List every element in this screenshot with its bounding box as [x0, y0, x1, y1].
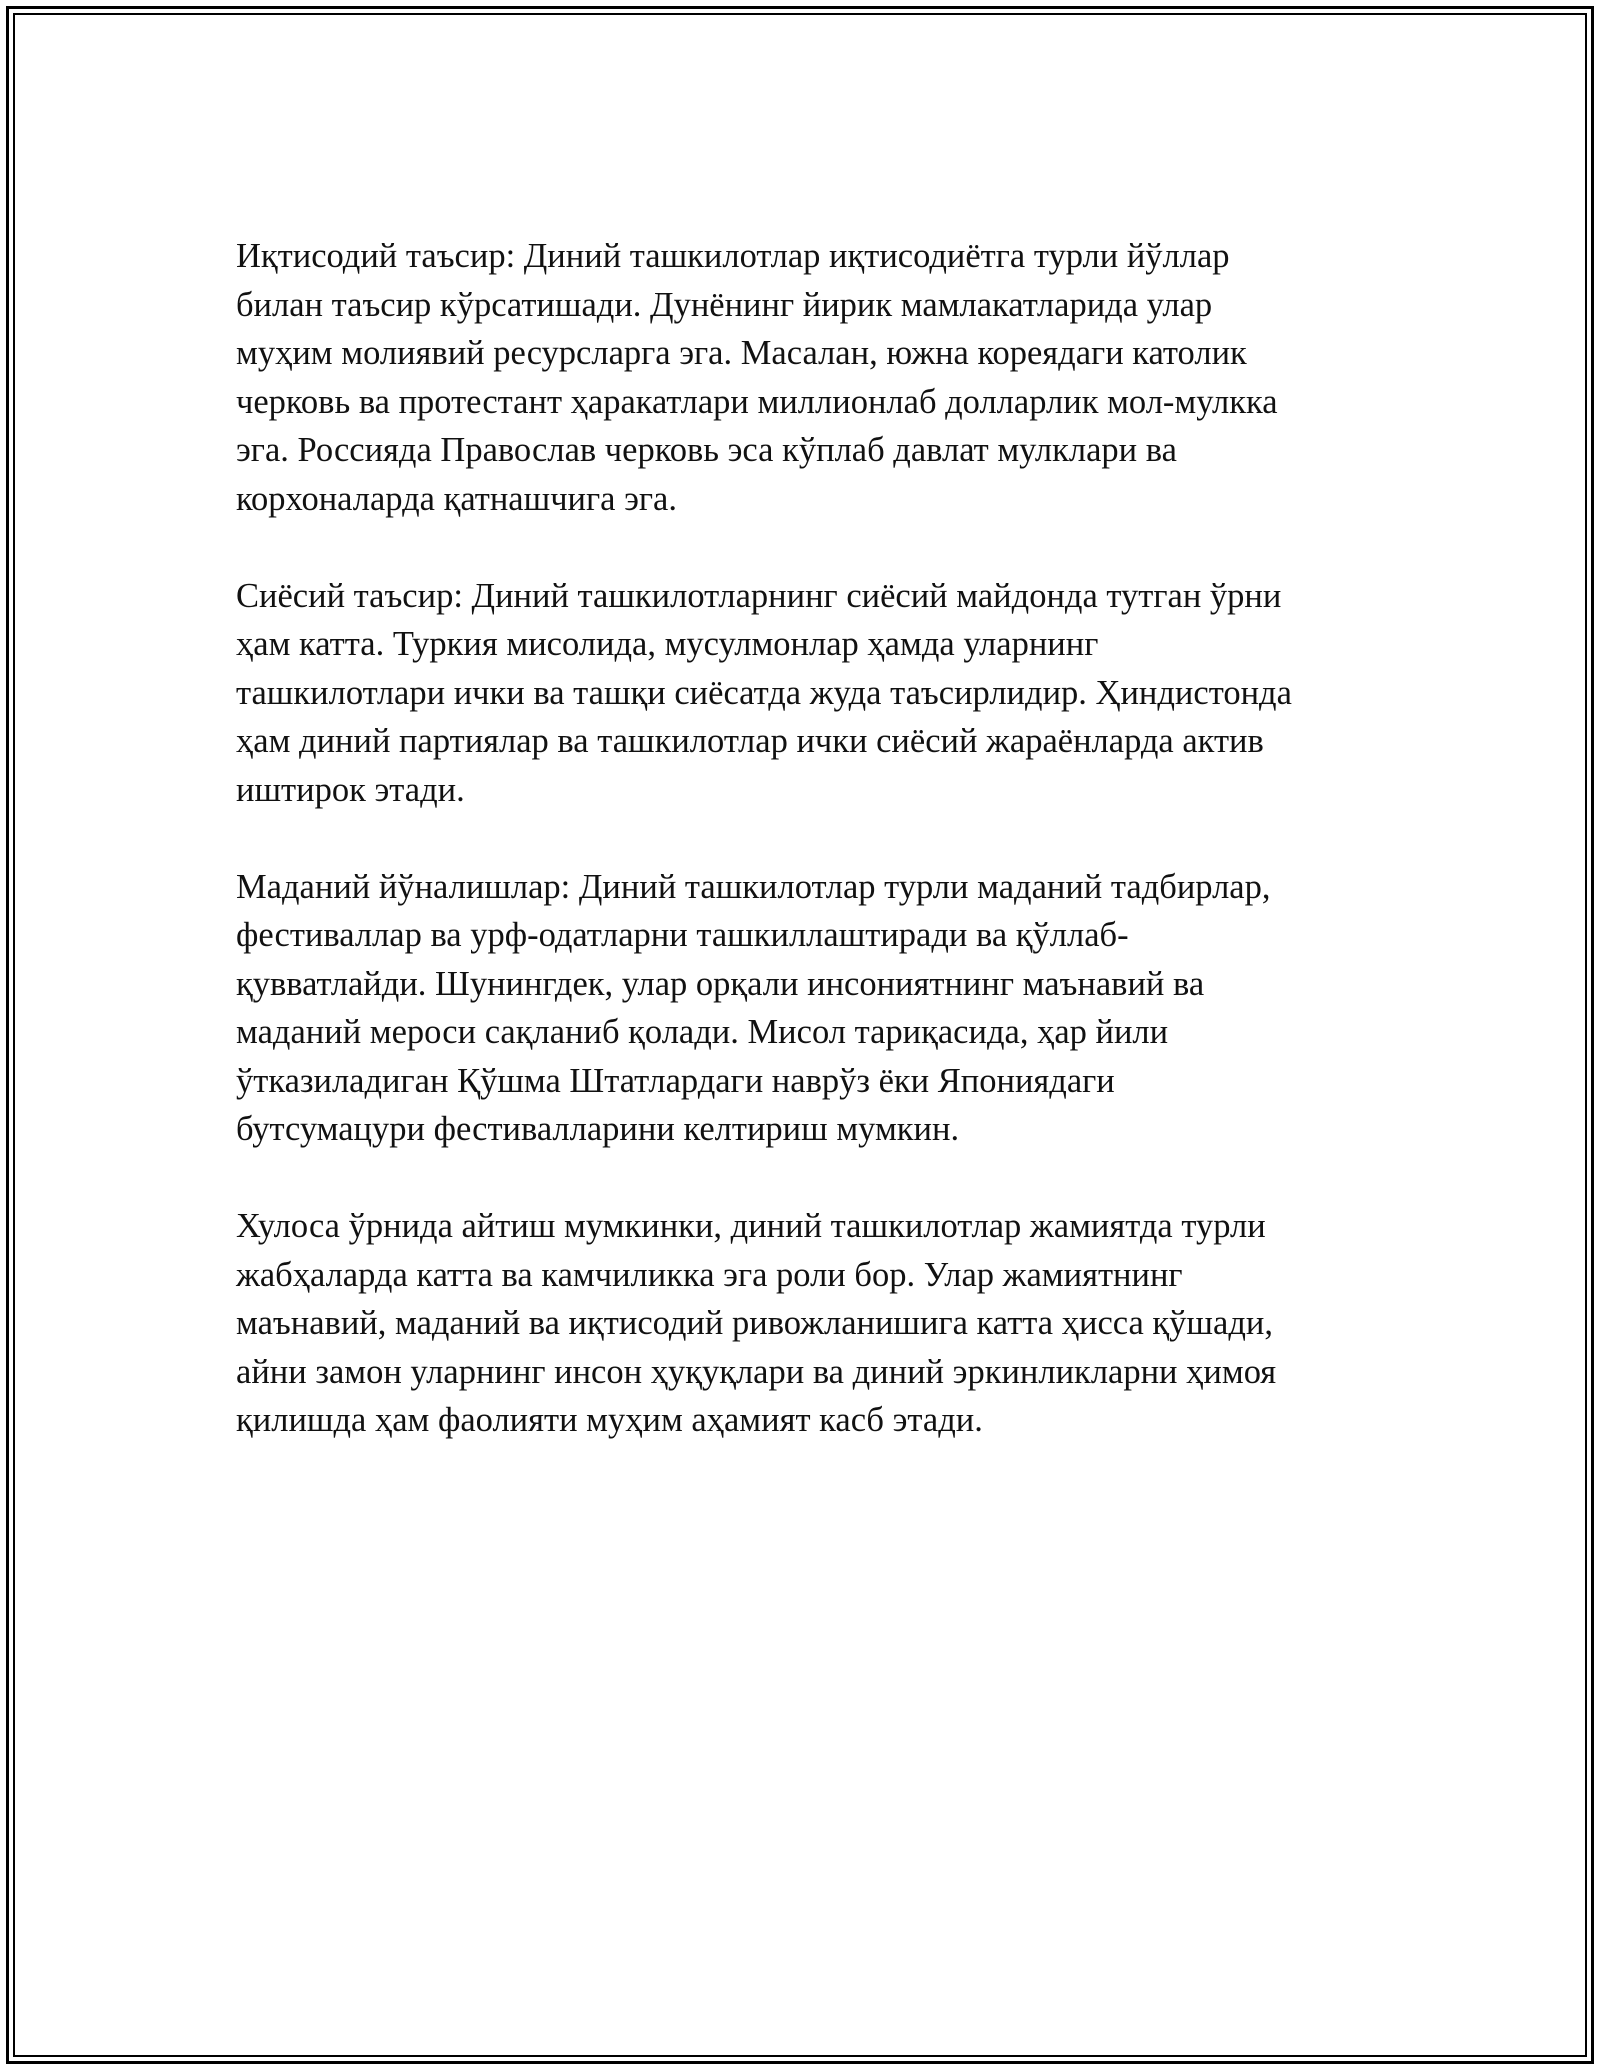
paragraph-political-impact: [236, 572, 1416, 815]
text-line: ўтказиладиган Қўшма Штатлардаги наврўз ёки Япониядаги: [236, 1061, 1115, 1100]
text-line: ташкилотлари ички ва ташқи сиёсатда жуда таъсирлидир. Ҳиндистонда: [236, 673, 1292, 712]
text-line: черковь ва протестант ҳаракатлари миллионлаб долларлик мол-мулкка: [236, 382, 1278, 421]
text-line: билан таъсир кўрсатишади. Дунёнинг йирик мамлакатларида улар: [236, 285, 1213, 324]
text-line: қувватлайди. Шунингдек, улар орқали инсониятнинг маънавий ва: [236, 964, 1205, 1003]
text-line: Иқтисодий таъсир: Диний ташкилотлар иқтисодиётга турли йўллар: [236, 237, 1230, 275]
document-body: [236, 232, 1416, 1493]
text-line: эга. Россияда Православ черковь эса кўплаб давлат мулклари ва: [236, 431, 1177, 469]
text-line: Маданий йўналишлар: Диний ташкилотлар турли маданий тадбирлар,: [236, 867, 1271, 906]
text-line: жабҳаларда катта ва камчиликка эга роли бор. Улар жамиятнинг: [236, 1255, 1183, 1294]
text-line: маданий мероси сақланиб қолади. Мисол тариқасида, ҳар йили: [236, 1013, 1169, 1051]
text-line: иштирок этади.: [236, 770, 465, 809]
text-line: Сиёсий таъсир: Диний ташкилотларнинг сиёсий майдонда тутган ўрни: [236, 576, 1282, 615]
text-line: қилишда ҳам фаолияти муҳим аҳамият касб этади.: [236, 1401, 983, 1439]
text-line: фестиваллар ва урф-одатларни ташкиллаштиради ва қўллаб-: [236, 916, 1129, 954]
text-line: корхоналарда қатнашчига эга.: [236, 479, 677, 518]
paragraph-economic-impact: [236, 232, 1416, 523]
text-line: ҳам диний партиялар ва ташкилотлар ички сиёсий жараёнларда актив: [236, 722, 1264, 760]
paragraph-conclusion: [236, 1202, 1416, 1445]
text-line: айни замон уларнинг инсон ҳуқуқлари ва диний эркинликларни ҳимоя: [236, 1352, 1277, 1391]
text-line: маънавий, маданий ва иқтисодий ривожланишига катта ҳисса қўшади,: [236, 1304, 1273, 1342]
text-line: ҳам катта. Туркия мисолида, мусулмонлар ҳамда уларнинг: [236, 625, 1099, 663]
paragraph-cultural-directions: [236, 863, 1416, 1154]
text-line: Хулоса ўрнида айтиш мумкинки, диний ташкилотлар жамиятда турли: [236, 1207, 1266, 1245]
text-line: бутсумацури фестивалларини келтириш мумкин.: [236, 1110, 960, 1148]
text-line: муҳим молиявий ресурсларга эга. Масалан, южна кореядаги католик: [236, 334, 1247, 372]
